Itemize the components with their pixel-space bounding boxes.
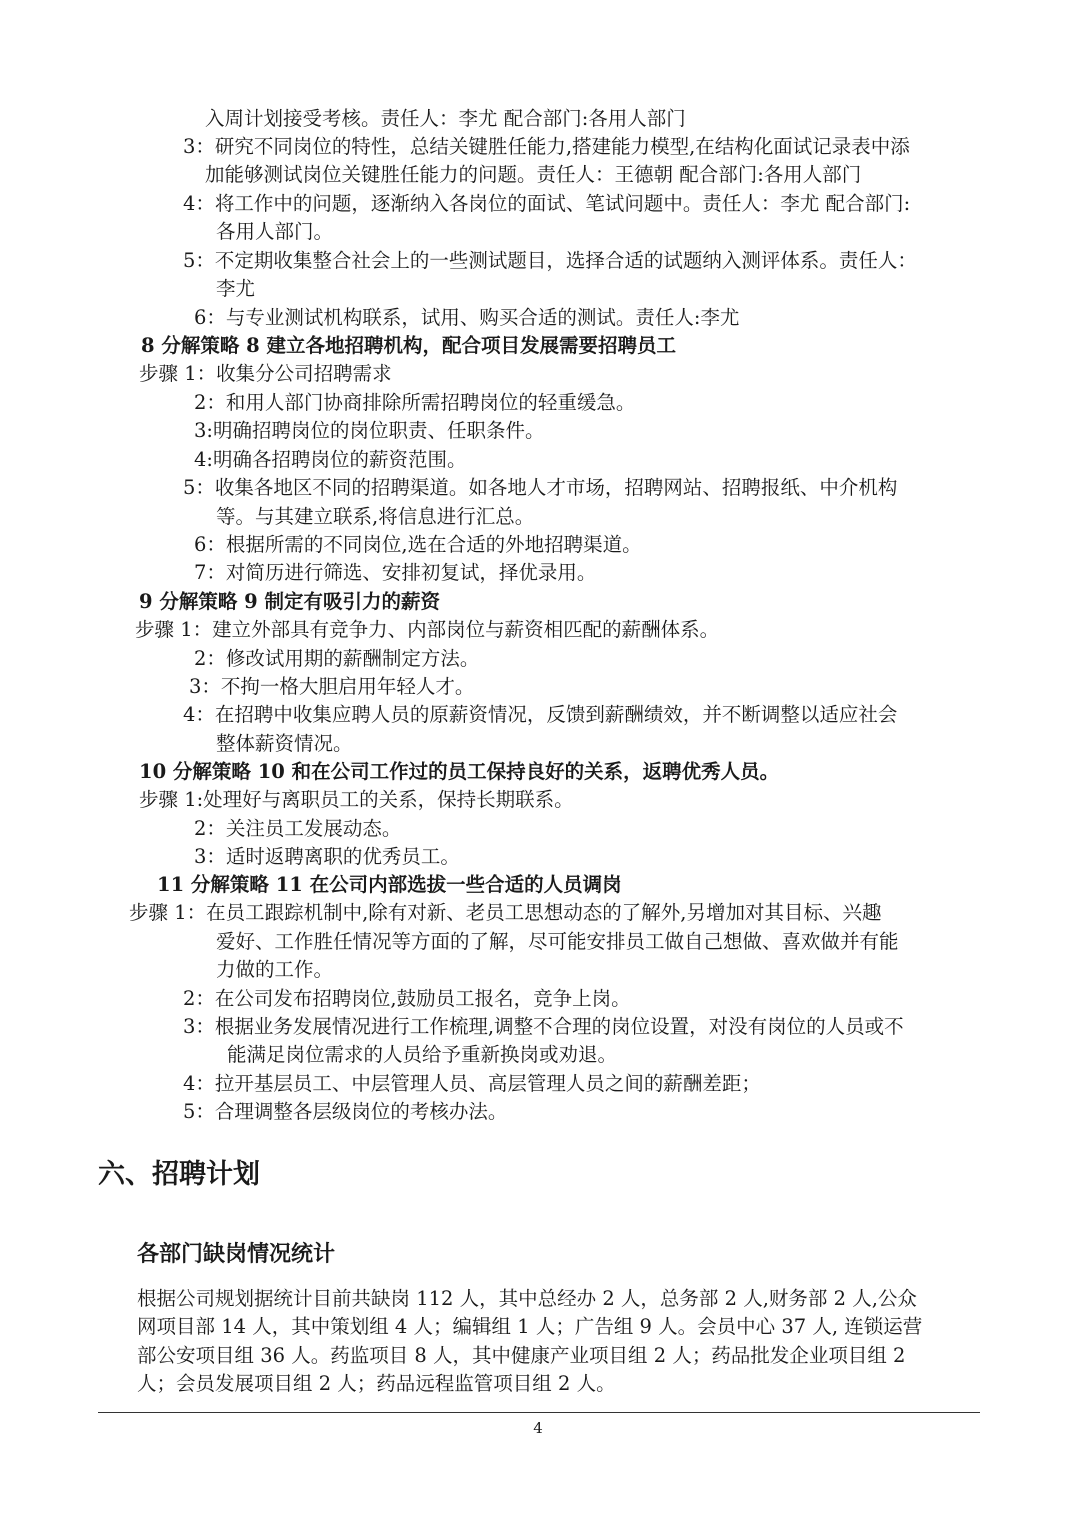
strategy-10-heading: 10 分解策略 10 和在公司工作过的员工保持良好的关系，返聘优秀人员。 bbox=[139, 760, 780, 783]
line-31: 力做的工作。 bbox=[216, 958, 334, 981]
line-12: 3:明确招聘岗位的岗位职责、任职条件。 bbox=[194, 419, 545, 442]
paragraph-line-1: 根据公司规划据统计目前共缺岗 112 人，其中总经办 2 人，总务部 2 人,财务部 2 人,公众 bbox=[137, 1287, 917, 1310]
line-3: 加能够测试岗位关键胜任能力的问题。责任人：王德朝 配合部门:各用人部门 bbox=[205, 163, 862, 186]
line-15: 等。与其建立联系,将信息进行汇总。 bbox=[216, 505, 535, 528]
subsection-title: 各部门缺岗情况统计 bbox=[137, 1242, 336, 1267]
line-1: 入周计划接受考核。责任人：李尤 配合部门:各用人部门 bbox=[205, 107, 686, 130]
line-25: 步骤 1:处理好与离职员工的关系，保持长期联系。 bbox=[139, 788, 574, 811]
line-33: 3：根据业务发展情况进行工作梳理,调整不合理的岗位设置，对没有岗位的人员或不 bbox=[183, 1015, 904, 1038]
line-35: 4：拉开基层员工、中层管理人员、高层管理人员之间的薪酬差距； bbox=[183, 1072, 761, 1095]
line-5: 各用人部门。 bbox=[216, 220, 334, 243]
line-4: 4：将工作中的问题，逐渐纳入各岗位的面试、笔试问题中。责任人：李尤 配合部门: bbox=[183, 192, 911, 215]
page-number: 4 bbox=[533, 1419, 543, 1437]
line-19: 步骤 1：建立外部具有竞争力、内部岗位与薪资相匹配的薪酬体系。 bbox=[135, 618, 720, 641]
line-26: 2：关注员工发展动态。 bbox=[194, 817, 402, 840]
line-8: 6：与专业测试机构联系，试用、购买合适的测试。责任人:李尤 bbox=[194, 306, 740, 329]
line-16: 6：根据所需的不同岗位,选在合适的外地招聘渠道。 bbox=[194, 533, 642, 556]
line-30: 爱好、工作胜任情况等方面的了解，尽可能安排员工做自己想做、喜欢做并有能 bbox=[216, 930, 899, 953]
line-36: 5：合理调整各层级岗位的考核办法。 bbox=[183, 1100, 508, 1123]
paragraph-line-4: 人；会员发展项目组 2 人；药品远程监管项目组 2 人。 bbox=[137, 1372, 616, 1395]
line-2: 3：研究不同岗位的特性，总结关键胜任能力,搭建能力模型,在结构化面试记录表中添 bbox=[183, 135, 910, 158]
line-14: 5：收集各地区不同的招聘渠道。如各地人才市场，招聘网站、招聘报纸、中介机构 bbox=[183, 476, 898, 499]
section-title: 六、招聘计划 bbox=[98, 1159, 260, 1190]
line-34: 能满足岗位需求的人员给予重新换岗或劝退。 bbox=[227, 1043, 618, 1066]
line-7: 李尤 bbox=[216, 277, 256, 300]
line-11: 2：和用人部门协商排除所需招聘岗位的轻重缓急。 bbox=[194, 391, 636, 414]
line-23: 整体薪资情况。 bbox=[216, 732, 353, 755]
line-32: 2：在公司发布招聘岗位,鼓励员工报名，竞争上岗。 bbox=[183, 987, 631, 1010]
footer-rule bbox=[98, 1412, 980, 1413]
line-20: 2：修改试用期的薪酬制定方法。 bbox=[194, 647, 480, 670]
paragraph-line-2: 网项目部 14 人，其中策划组 4 人；编辑组 1 人；广告组 9 人。会员中心 37 人, 连锁运营 bbox=[137, 1315, 923, 1338]
line-13: 4:明确各招聘岗位的薪资范围。 bbox=[194, 448, 467, 471]
strategy-8-heading: 8 分解策略 8 建立各地招聘机构，配合项目发展需要招聘员工 bbox=[141, 334, 677, 357]
paragraph-line-3: 部公安项目组 36 人。药监项目 8 人，其中健康产业项目组 2 人；药品批发企业项目组 2 bbox=[137, 1344, 906, 1367]
line-6: 5：不定期收集整合社会上的一些测试题目，选择合适的试题纳入测评体系。责任人： bbox=[183, 249, 917, 272]
strategy-9-heading: 9 分解策略 9 制定有吸引力的薪资 bbox=[139, 590, 441, 613]
line-17: 7：对简历进行筛选、安排初复试，择优录用。 bbox=[194, 561, 597, 584]
line-29: 步骤 1：在员工跟踪机制中,除有对新、老员工思想动态的了解外,另增加对其目标、兴趣 bbox=[129, 901, 882, 924]
line-21: 3：不拘一格大胆启用年轻人才。 bbox=[189, 675, 475, 698]
line-27: 3：适时返聘离职的优秀员工。 bbox=[194, 845, 460, 868]
line-10: 步骤 1：收集分公司招聘需求 bbox=[139, 362, 392, 385]
line-22: 4：在招聘中收集应聘人员的原薪资情况，反馈到薪酬绩效，并不断调整以适应社会 bbox=[183, 703, 898, 726]
strategy-11-heading: 11 分解策略 11 在公司内部选拔一些合适的人员调岗 bbox=[157, 873, 622, 896]
